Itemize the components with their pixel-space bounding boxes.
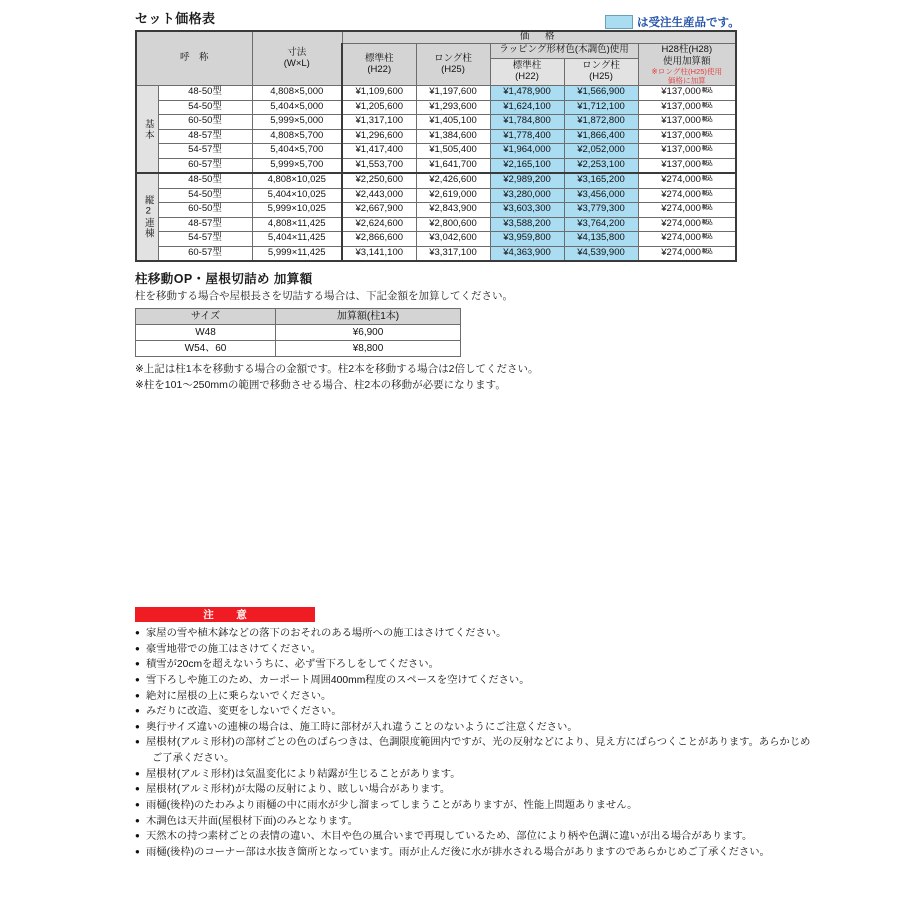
caution-item: ● 奥行サイズ違いの連棟の場合は、施工時に部材が入れ違うことのないようにご注意ください。 [135,720,865,736]
cell-price-h28-surcharge: $¥274,000^{税込}$ [638,188,736,203]
caution-item: ● 木調色は天井面(屋根材下面)のみとなります。 [135,814,865,830]
option-price-table [135,308,461,357]
caution-item-continuation: ご了承ください。 [152,753,235,765]
tax-included-suffix: 税込 [701,205,713,212]
cell-price-h28-surcharge: $¥274,000^{税込}$ [638,246,736,261]
table-row [136,246,736,261]
cell-price-standard-post: ¥2,866,600 [342,232,416,247]
cell-price-wrap-long-post: ¥3,764,200 [564,217,638,232]
table-row [136,129,736,144]
cell-price-h28-surcharge: $¥137,000^{税込}$ [638,158,736,173]
tax-included-suffix: 税込 [701,234,713,241]
cell-model-name: 54-57型 [158,232,252,247]
option-lead: 柱を移動する場合や屋根長さを切詰する場合は、下記金額を加算してください。 [135,289,513,302]
cell-price-wrap-long-post: ¥4,135,800 [564,232,638,247]
cell-dimension: 5,999×10,025 [252,203,342,218]
cell-model-name: 48-50型 [158,173,252,188]
cell-model-name: 54-50型 [158,100,252,115]
table-row [136,144,736,159]
cell-price-wrap-standard-post: ¥3,959,800 [490,232,564,247]
cell-price-long-post: ¥2,619,000 [416,188,490,203]
set-price-table [135,30,737,262]
cell-option-amount: ¥8,800 [276,340,461,356]
cell-dimension: 4,808×10,025 [252,173,342,188]
cell-price-long-post: ¥2,426,600 [416,173,490,188]
th-wrap-standard-post [490,58,564,86]
th-option-size: サイズ [136,308,276,324]
caution-item: ● 天然木の持つ素材ごとの表情の違い、木目や色の風合いまで再現しているため、部位により柄や色調に違いが出る場合があります。 [135,829,865,845]
th-dimension-line1: 寸法 [287,46,307,58]
cell-price-wrap-standard-post: ¥2,165,100 [490,158,564,173]
caution-item: ● 雨樋(後枠)のたわみより雨樋の中に雨水が少し溜まってしまうことがありますが、性能上問題ありません。 [135,798,865,814]
cell-price-wrap-standard-post: ¥1,784,800 [490,115,564,130]
th-h28-note1: ※ロング柱(H25)使用 [651,67,723,77]
cell-model-name: 60-57型 [158,246,252,261]
cell-price-long-post: ¥1,405,100 [416,115,490,130]
cell-option-size: W54、60 [136,340,276,356]
table-row [136,158,736,173]
cell-price-standard-post: ¥1,109,600 [342,86,416,101]
cell-model-name: 48-57型 [158,217,252,232]
cell-dimension: 5,404×5,000 [252,100,342,115]
cell-price-wrap-standard-post: ¥1,624,100 [490,100,564,115]
option-table-row [136,340,461,356]
cell-price-wrap-standard-post: ¥1,964,000 [490,144,564,159]
cell-price-wrap-long-post: ¥2,052,000 [564,144,638,159]
legend-swatch-icon [605,15,633,29]
cell-price-long-post: ¥2,800,600 [416,217,490,232]
th-wrapping-group: ラッピング形材色(木調色)使用 [490,44,638,58]
tax-included-suffix: 税込 [701,117,713,124]
cell-price-wrap-standard-post: ¥1,478,900 [490,86,564,101]
cell-price-wrap-standard-post: ¥2,989,200 [490,173,564,188]
caution-item: ● みだりに改造、変更をしないでください。 [135,704,865,720]
page-title: セット価格表 [135,11,216,26]
cell-dimension: 4,808×11,425 [252,217,342,232]
caution-section [135,607,865,861]
cell-model-name: 48-57型 [158,129,252,144]
cell-price-standard-post: ¥1,553,700 [342,158,416,173]
legend-text: は受注生産品です。 [637,17,740,29]
tax-included-suffix: 税込 [701,219,713,226]
tax-included-suffix: 税込 [701,131,713,138]
cell-price-long-post: ¥1,641,700 [416,158,490,173]
table-row [136,115,736,130]
cell-price-long-post: ¥3,042,600 [416,232,490,247]
cell-price-wrap-long-post: ¥4,539,900 [564,246,638,261]
caution-item: ● 積雪が20cmを超えないうちに、必ず雪下ろしをしてください。 [135,657,865,673]
table-row [136,173,736,188]
cell-price-h28-surcharge: $¥137,000^{税込}$ [638,100,736,115]
th-standard-post-line1: 標準柱 [365,52,394,64]
option-note: ※上記は柱1本を移動する場合の金額です。柱2本を移動する場合は2倍してください。 [135,362,539,375]
cell-price-h28-surcharge: $¥274,000^{税込}$ [638,232,736,247]
th-long-post [416,44,490,86]
th-long-post-line1: ロング柱 [434,52,472,64]
caution-item: ● 豪雪地帯での施工はさけてください。 [135,642,865,658]
caution-list [135,626,865,861]
option-table-row [136,324,461,340]
cell-dimension: 5,404×11,425 [252,232,342,247]
cell-price-h28-surcharge: $¥274,000^{税込}$ [638,173,736,188]
cell-model-name: 54-57型 [158,144,252,159]
cell-price-wrap-long-post: ¥3,456,000 [564,188,638,203]
price-table-body [136,86,736,262]
th-price-group: 価 格 [342,31,736,43]
row-group-label: 基本 [136,86,158,174]
post-move-option-section [135,273,755,393]
th-wrap-standard-line2: (H22) [515,70,539,82]
cell-price-long-post: ¥1,293,600 [416,100,490,115]
cell-price-h28-surcharge: $¥137,000^{税込}$ [638,86,736,101]
cell-dimension: 5,999×5,000 [252,115,342,130]
cell-model-name: 60-50型 [158,115,252,130]
option-title: 柱移動OP・屋根切詰め 加算額 [135,272,313,286]
cell-price-long-post: ¥1,505,400 [416,144,490,159]
cell-price-standard-post: ¥1,317,100 [342,115,416,130]
caution-item: ● 家屋の雪や植木鉢などの落下のおそれのある場所への施工はさけてください。 [135,626,865,642]
cell-price-wrap-long-post: ¥1,866,400 [564,129,638,144]
caution-item: ● 絶対に屋根の上に乗らないでください。 [135,689,865,705]
row-group-label: 縦2連棟 [136,173,158,261]
th-option-amount: 加算額(柱1本) [276,308,461,324]
caution-item: ● 屋根材(アルミ形材)が太陽の反射により、眩しい場合があります。 [135,782,865,798]
tax-included-suffix: 税込 [701,190,713,197]
cell-price-standard-post: ¥2,667,900 [342,203,416,218]
cell-dimension: 5,404×10,025 [252,188,342,203]
cell-price-wrap-long-post: ¥1,566,900 [564,86,638,101]
th-wrap-long-line1: ロング柱 [582,59,620,71]
cell-price-standard-post: ¥3,141,100 [342,246,416,261]
table-row [136,100,736,115]
price-table-head [136,31,736,85]
cell-price-wrap-long-post: ¥3,779,300 [564,203,638,218]
th-h28-note2: 価格に加算 [667,75,706,85]
th-h28-surcharge [638,44,736,86]
cell-price-h28-surcharge: $¥137,000^{税込}$ [638,129,736,144]
cell-price-wrap-long-post: ¥1,712,100 [564,100,638,115]
th-h28-line2: 使用加算額 [663,56,711,68]
th-long-post-line2: (H25) [441,63,465,75]
tax-included-suffix: 税込 [701,176,713,183]
caution-item: ● 屋根材(アルミ形材)の部材ごとの色のばらつきは、色調限度範囲内ですが、光の反射などにより、見え方にばらつくことがあります。あらかじめ ご了承ください。 [135,735,865,766]
set-price-table-section [135,12,735,262]
tax-included-suffix: 税込 [701,248,713,255]
th-wrap-long-line2: (H25) [589,70,613,82]
made-to-order-legend [605,14,740,30]
cell-price-h28-surcharge: $¥137,000^{税込}$ [638,144,736,159]
th-wrap-long-post [564,58,638,86]
cell-option-amount: ¥6,900 [276,324,461,340]
cell-model-name: 60-50型 [158,203,252,218]
cell-model-name: 60-57型 [158,158,252,173]
caution-item: ● 雪下ろしや施工のため、カーポート周囲400mm程度のスペースを空けてください。 [135,673,865,689]
cell-price-standard-post: ¥1,205,600 [342,100,416,115]
cell-dimension: 5,999×11,425 [252,246,342,261]
cell-price-standard-post: ¥1,296,600 [342,129,416,144]
tax-included-suffix: 税込 [701,102,713,109]
th-dimension-line2: (W×L) [283,57,310,69]
cell-price-wrap-long-post: ¥1,872,800 [564,115,638,130]
cell-price-long-post: ¥1,197,600 [416,86,490,101]
tax-included-suffix: 税込 [701,160,713,167]
cell-price-h28-surcharge: $¥274,000^{税込}$ [638,203,736,218]
option-header-row [136,308,461,324]
cell-price-h28-surcharge: $¥137,000^{税込}$ [638,115,736,130]
caution-heading: 注 意 [135,607,315,622]
cell-price-wrap-standard-post: ¥3,588,200 [490,217,564,232]
table-row [136,203,736,218]
th-dimension [252,31,342,85]
option-note: ※柱を101〜250mmの範囲で移動させる場合、柱2本の移動が必要になります。 [135,378,506,391]
option-table-body [136,308,461,356]
cell-price-standard-post: ¥2,624,600 [342,217,416,232]
cell-price-wrap-standard-post: ¥3,280,000 [490,188,564,203]
cell-price-long-post: ¥3,317,100 [416,246,490,261]
th-wrap-standard-line1: 標準柱 [512,59,542,71]
cell-dimension: 5,999×5,700 [252,158,342,173]
cell-price-long-post: ¥1,384,600 [416,129,490,144]
cell-price-wrap-long-post: ¥3,165,200 [564,173,638,188]
cell-price-long-post: ¥2,843,900 [416,203,490,218]
cell-dimension: 4,808×5,700 [252,129,342,144]
caution-item: ● 雨樋(後枠)のコーナー部は水抜き箇所となっています。雨が止んだ後に水が排水される場合がありますのであらかじめご了承ください。 [135,845,865,861]
th-standard-post [342,44,416,86]
tax-included-suffix: 税込 [701,146,713,153]
th-h28-line1: H28柱(H28) [661,44,713,56]
cell-price-wrap-standard-post: ¥1,778,400 [490,129,564,144]
th-name: 呼 称 [136,31,252,85]
cell-model-name: 54-50型 [158,188,252,203]
cell-price-standard-post: ¥2,443,000 [342,188,416,203]
cell-dimension: 5,404×5,700 [252,144,342,159]
table-row [136,217,736,232]
table-row [136,232,736,247]
cell-price-wrap-long-post: ¥2,253,100 [564,158,638,173]
table-row [136,188,736,203]
cell-option-size: W48 [136,324,276,340]
cell-price-wrap-standard-post: ¥4,363,900 [490,246,564,261]
table-row [136,86,736,101]
cell-price-h28-surcharge: $¥274,000^{税込}$ [638,217,736,232]
option-notes [135,362,755,394]
cell-dimension: 4,808×5,000 [252,86,342,101]
cell-price-standard-post: ¥2,250,600 [342,173,416,188]
cell-price-wrap-standard-post: ¥3,603,300 [490,203,564,218]
th-standard-post-line2: (H22) [367,63,392,75]
cell-model-name: 48-50型 [158,86,252,101]
caution-item: ● 屋根材(アルミ形材)は気温変化により結露が生じることがあります。 [135,767,865,783]
tax-included-suffix: 税込 [701,88,713,95]
cell-price-standard-post: ¥1,417,400 [342,144,416,159]
